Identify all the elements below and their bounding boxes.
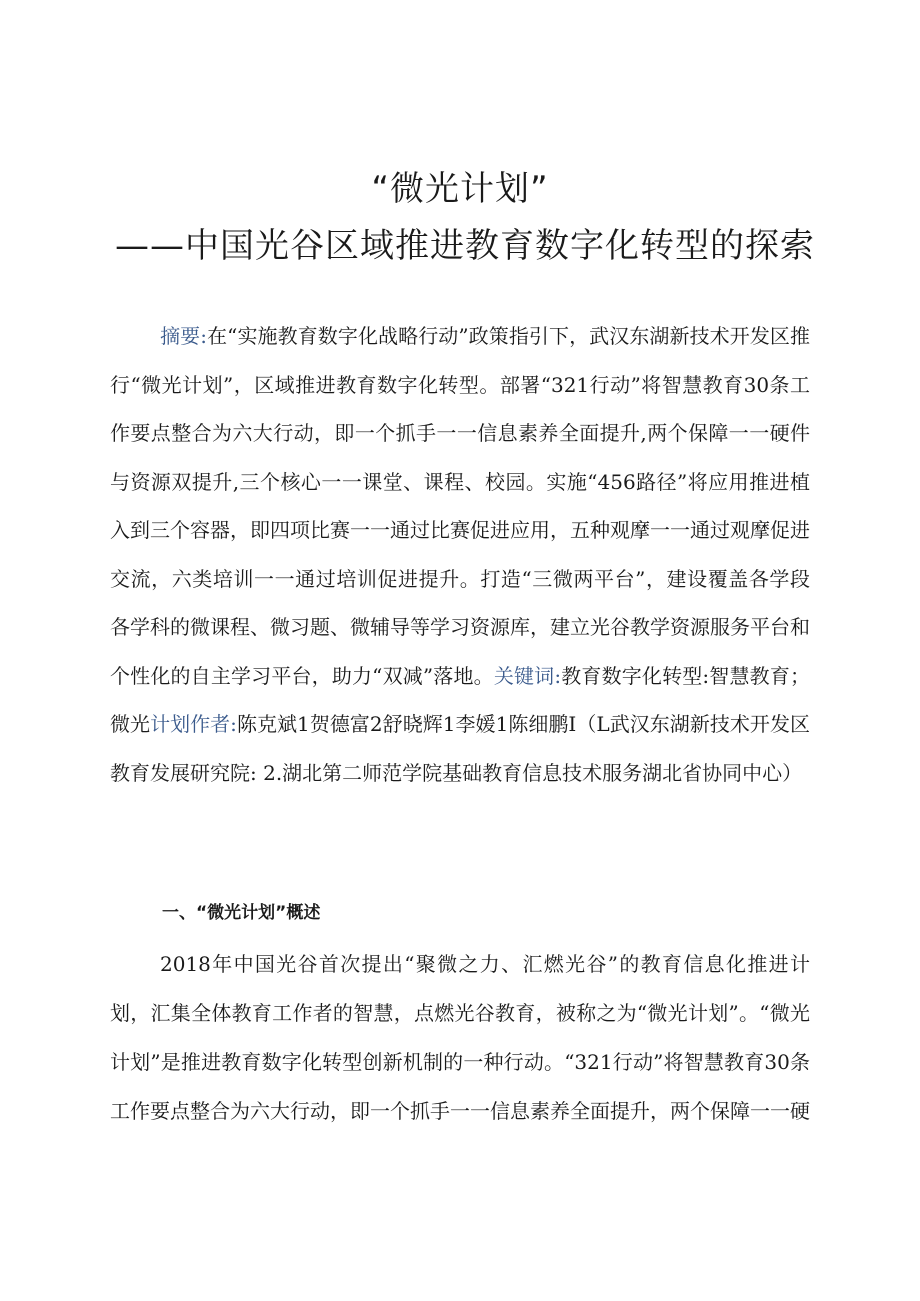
author-text: 陈克斌1贺德富2舒晓辉1李媛1陈细鹏I（L武汉东湖新技术开发区教育发展研究院: 2.湖北第二师范学院基础教育信息技术服务湖北省协同中心） — [110, 712, 810, 785]
title-block — [0, 160, 920, 274]
section-heading: 一、“微光计划”概述 — [162, 903, 321, 923]
keywords-label: 关键词: — [493, 663, 562, 688]
section-paragraph-text: 2018年中国光谷首次提出“聚微之力、汇燃光谷”的教育信息化推进计划，汇集全体教育工作者的智慧，点燃光谷教育，被称之为“微光计划”。“微光计划”是推进教育数字化转型创新机制的一种行动。“321行动”将智慧教育30条工作要点整合为六大行动，即一个抓手一一信息素养全面提升，两个保障一一硬 — [110, 952, 810, 1123]
abstract-text: 在“实施教育数字化战略行动”政策指引下，武汉东湖新技术开发区推行“微光计划”，区域推进教育数字化转型。部署“321行动”将智慧教育30条工作要点整合为六大行动，即一个抓手一一信息素养全面提升,两个保障一一硬件与资源双提升,三个核心一一课堂、课程、校园。实施“456路径”将应用推进植入到三个容器，即四项比赛一一通过比赛促进应用，五种观摩一一通过观摩促进交流，六类培训一一通过培训促进提升。打造“三微两平台”，建设覆盖各学段各学科的微课程、微习题、微辅导等学习资源库，建立光谷教学资源服务平台和个性化的自主学习平台，助力“双减”落地。 — [110, 324, 810, 688]
section-paragraph — [110, 940, 810, 1136]
keywords-text: 教育数字化转型:智慧教育；微光 — [110, 663, 810, 736]
document-title: “微光计划” — [371, 169, 549, 209]
author-label: 计划作者: — [150, 712, 237, 736]
abstract-paragraph — [110, 312, 810, 797]
abstract-label: 摘要: — [160, 324, 207, 348]
document-subtitle: ——中国光谷区域推进教育数字化转型的探索 — [115, 226, 815, 266]
